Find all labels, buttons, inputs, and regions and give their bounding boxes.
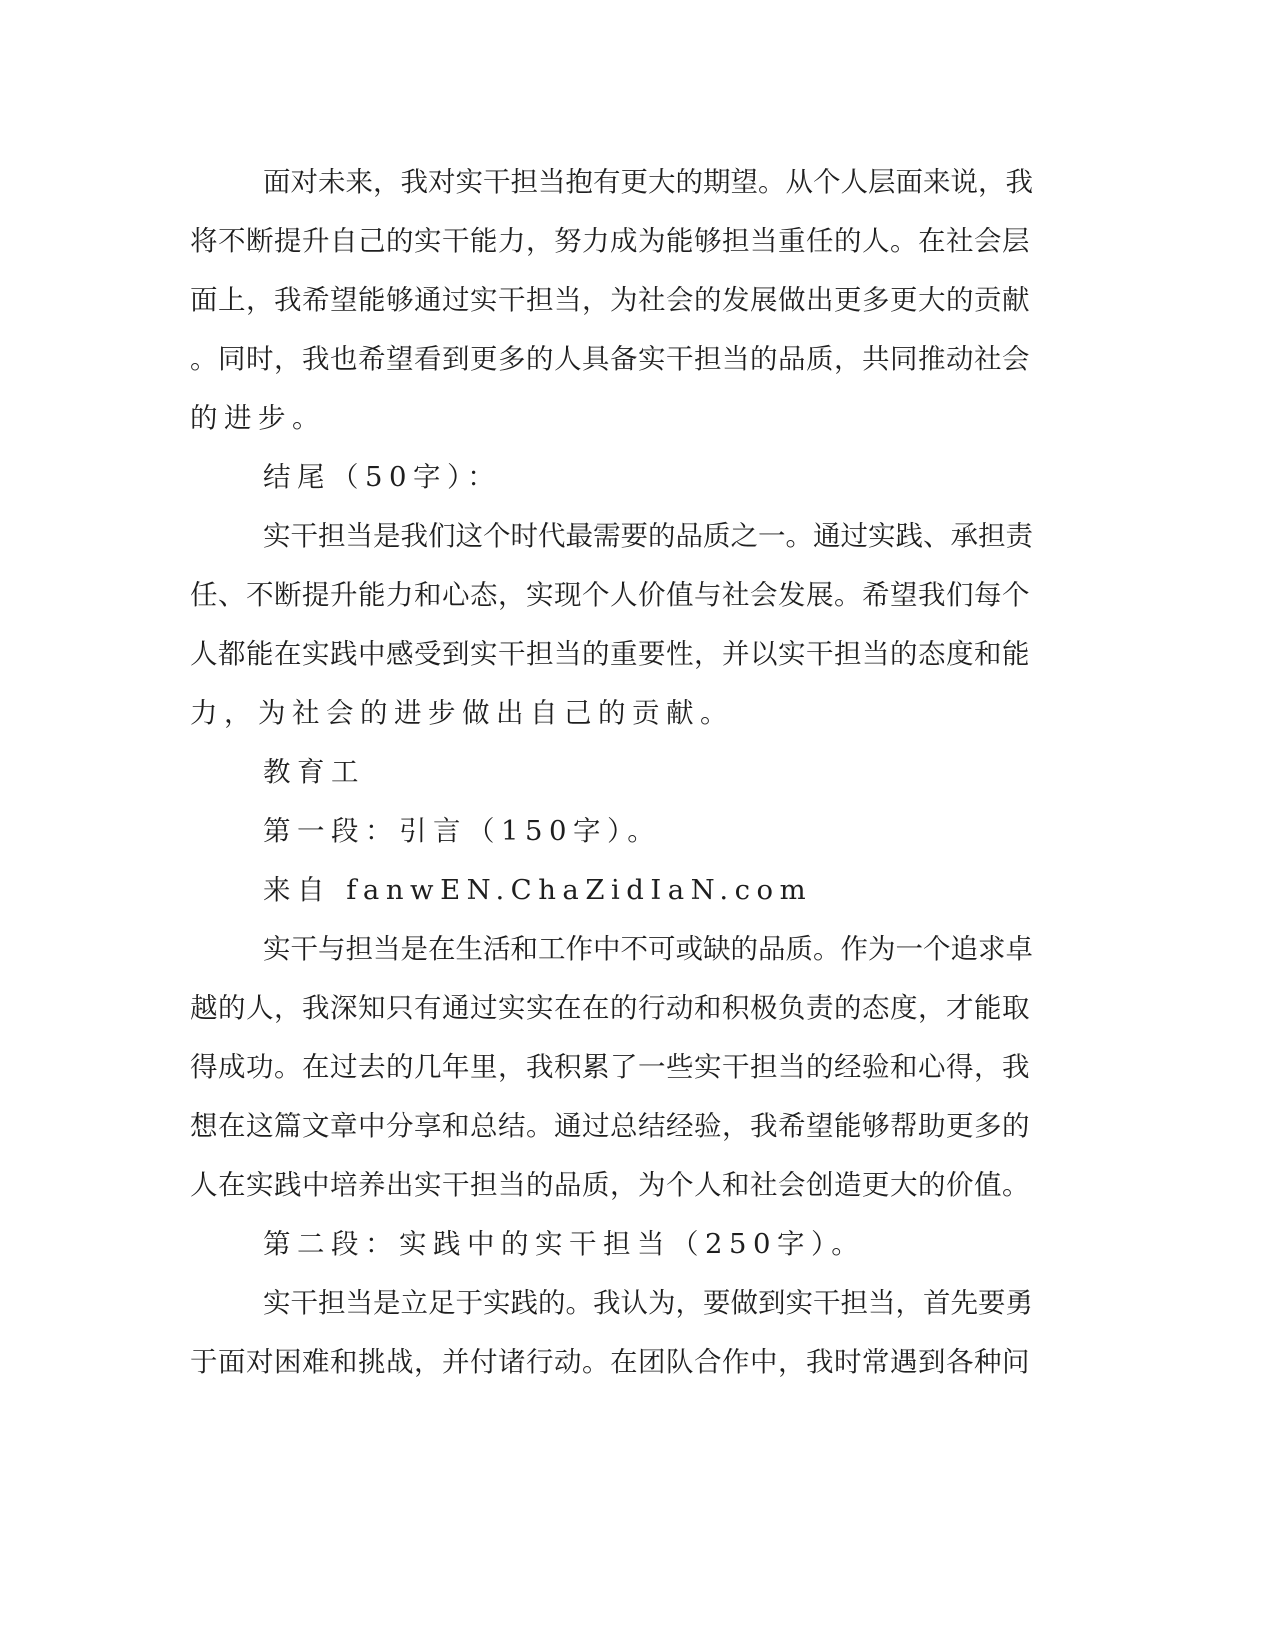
paragraph-line: 任、不断提升能力和心态，实现个人价值与社会发展。希望我们每个 [190,579,1030,611]
paragraph-line: 力，为社会的进步做出自己的贡献。 [190,697,734,729]
source-line: 来自 fanwEN.ChaZidIaN.com [263,874,813,906]
paragraph-line: 的进步。 [190,402,326,434]
paragraph-line: 将不断提升自己的实干能力，努力成为能够担当重任的人。在社会层 [190,225,1030,257]
section-heading: 结尾（50字）： [263,461,502,493]
paragraph-line: 于面对困难和挑战，并付诸行动。在团队合作中，我时常遇到各种问 [190,1346,1030,1378]
paragraph-line: 越的人，我深知只有通过实实在在的行动和积极负责的态度，才能取 [190,992,1030,1024]
paragraph-line: 人都能在实践中感受到实干担当的重要性，并以实干担当的态度和能 [190,638,1030,670]
paragraph-line: 面对未来，我对实干担当抱有更大的期望。从个人层面来说，我 [263,166,1033,198]
paragraph-line: 实干担当是立足于实践的。我认为，要做到实干担当，首先要勇 [263,1287,1033,1319]
paragraph-line: 实干担当是我们这个时代最需要的品质之一。通过实践、承担责 [263,520,1033,552]
section-heading: 第一段：引言（150字）。 [263,815,662,847]
paragraph-line: 。同时，我也希望看到更多的人具备实干担当的品质，共同推动社会 [190,343,1030,375]
paragraph-line: 想在这篇文章中分享和总结。通过总结经验，我希望能够帮助更多的 [190,1110,1030,1142]
paragraph-line: 实干与担当是在生活和工作中不可或缺的品质。作为一个追求卓 [263,933,1033,965]
section-heading: 教育工 [263,756,365,788]
paragraph-line: 人在实践中培养出实干担当的品质，为个人和社会创造更大的价值。 [190,1169,1030,1201]
paragraph-line: 得成功。在过去的几年里，我积累了一些实干担当的经验和心得，我 [190,1051,1030,1083]
paragraph-line: 面上，我希望能够通过实干担当，为社会的发展做出更多更大的贡献 [190,284,1030,316]
section-heading: 第二段：实践中的实干担当（250字）。 [263,1228,866,1260]
